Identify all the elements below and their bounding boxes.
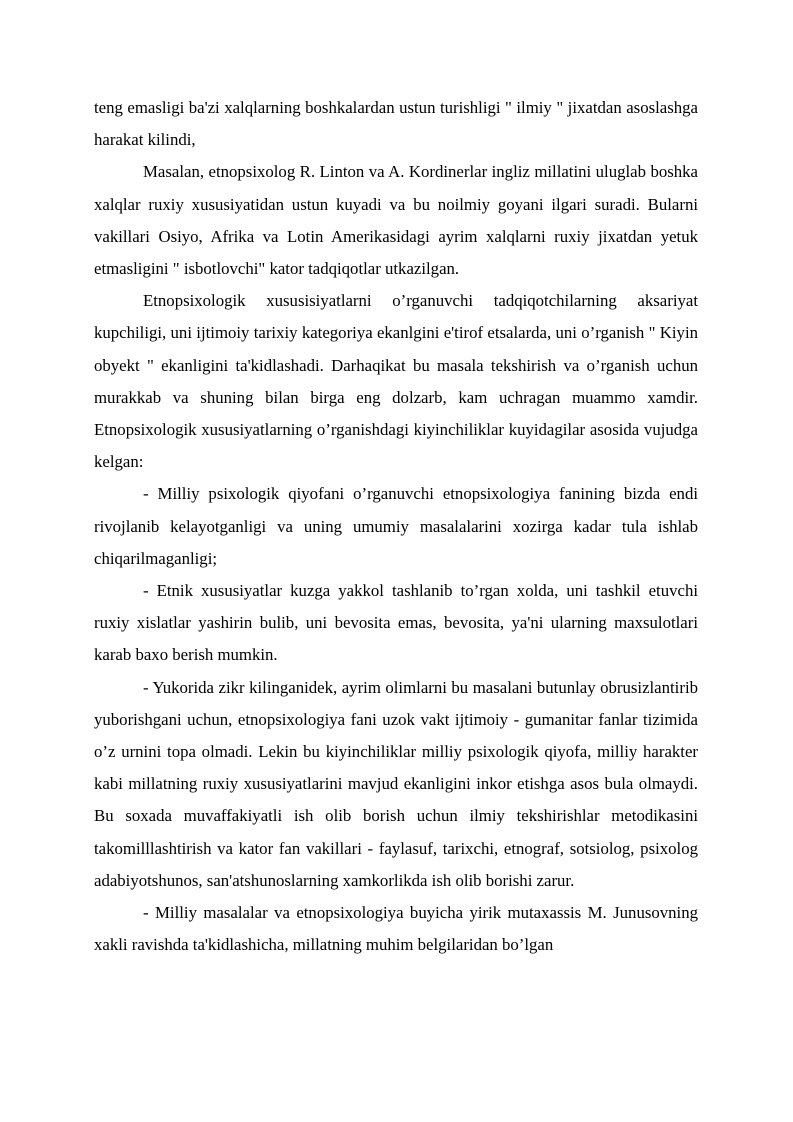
document-page — [94, 92, 698, 961]
list-item-young-science: - Milliy psixologik qiyofani o’rganuvchi etnopsixologiya fanining bizda endi rivojlanib kelayotganligi va uning umumiy masalalarini xozirga kadar tula ishlab chiqarilmaganligi; — [94, 484, 698, 568]
paragraph-continuation: teng emasligi ba'zi xalqlarning boshkalardan ustun turishligi " ilmiy " jixatdan asoslashga harakat kilindi, — [94, 98, 698, 150]
list-item-junusov: - Milliy masalalar va etnopsixologiya buyicha yirik mutaxassis M. Junusovning xakli ravishda ta'kidlashicha, millatning muhim belgilaridan bo’lgan — [94, 903, 698, 955]
paragraph-research-difficulty: Etnopsixologik xususisiyatlarni o’rganuvchi tadqiqotchilarning aksariyat kupchiligi, uni ijtimoiy tarixiy kategoriya ekanlgini e'tirof etsalarda, uni o’rganish " Kiyin obyekt " ekanligini ta'kidlashadi. Darhaqikat bu masala tekshirish va o’rganish uchun murakkab va shuning bilan birga eng dolzarb, kam uchragan muammo xamdir. Etnopsixologik xususiyatlarning o’rganishdagi kiyinchiliklar kuyidagilar asosida vujudga kelgan: — [94, 291, 698, 472]
list-item-discredited-field: - Yukorida zikr kilinganidek, ayrim olimlarni bu masalani butunlay obrusizlantirib yuborishgani uchun, etnopsixologiya fani uzok vakt ijtimoiy - gumanitar fanlar tizimida o’z urnini topa olmadi. Lekin bu kiyinchiliklar milliy psixologik qiyofa, milliy harakter kabi millatning ruxiy xususiyatlarini mavjud ekanligini inkor etishga asos bula olmaydi. Bu soxada muvaffakiyatli ish olib borish uchun ilmiy tekshirishlar metodikasini takomilllashtirish va kator fan vakillari - faylasuf, tarixchi, etnograf, sotsiolog, psixolog adabiyotshunos, san'atshunoslarning xamkorlikda ish olib borishi zarur. — [94, 677, 698, 890]
paragraph-linton-kordiner: Masalan, etnopsixolog R. Linton va A. Kordinerlar ingliz millatini uluglab boshka xalqlar ruxiy xususiyatidan ustun kuyadi va bu noilmiy goyani ilgari suradi. Bularni vakillari Osiyo, Afrika va Lotin Amerikasidagi ayrim xalqlarni ruxiy jixatdan yetuk etmasligini " isbotlovchi" kator tadqiqotlar utkazilgan. — [94, 162, 698, 279]
list-item-hidden-traits: - Etnik xususiyatlar kuzga yakkol tashlanib to’rgan xolda, uni tashkil etuvchi ruxiy xislatlar yashirin bulib, uni bevosita emas, bevosita, ya'ni ularning maxsulotlari karab baxo berish mumkin. — [94, 581, 698, 665]
